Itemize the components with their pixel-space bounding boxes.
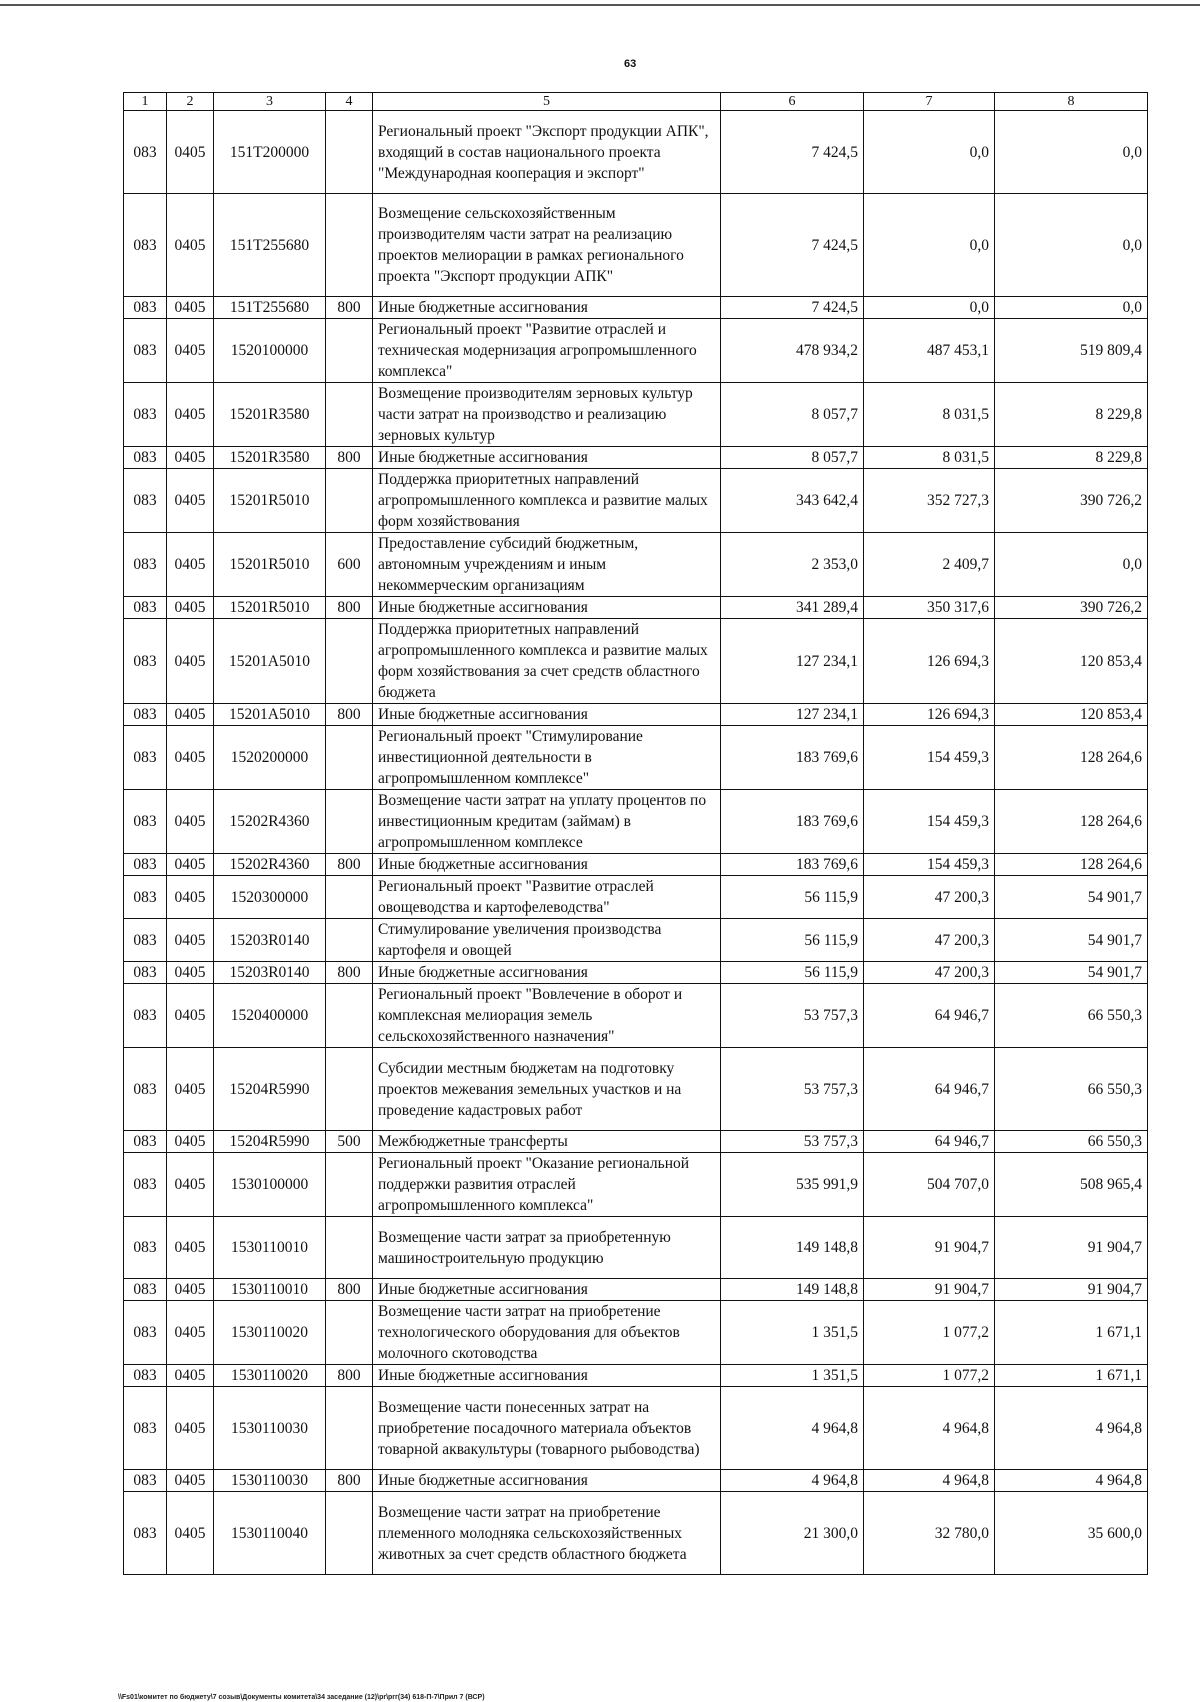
section-code-cell: 0405 [167, 469, 214, 533]
ministry-code-cell: 083 [124, 383, 167, 447]
amount-year1-cell: 341 289,4 [721, 597, 864, 619]
amount-year3-cell: 128 264,6 [995, 854, 1148, 876]
description-cell: Стимулирование увеличения производства картофеля и овощей [373, 919, 721, 962]
table-row [124, 1470, 1148, 1492]
table-row [124, 319, 1148, 383]
section-code-cell: 0405 [167, 1131, 214, 1153]
ministry-code-cell: 083 [124, 1301, 167, 1365]
ministry-code-cell: 083 [124, 1365, 167, 1387]
amount-year2-cell: 4 964,8 [864, 1387, 995, 1470]
amount-year2-cell: 487 453,1 [864, 319, 995, 383]
ministry-code-cell: 083 [124, 1492, 167, 1575]
description-cell: Региональный проект "Экспорт продукции АПК", входящий в состав национального проекта "Международная кооперация и экспорт" [373, 111, 721, 194]
table-row [124, 854, 1148, 876]
amount-year3-cell: 0,0 [995, 297, 1148, 319]
ministry-code-cell: 083 [124, 1470, 167, 1492]
target-article-cell: 151T255680 [214, 194, 326, 297]
expense-type-cell: 800 [326, 704, 373, 726]
amount-year2-cell: 154 459,3 [864, 790, 995, 854]
amount-year2-cell: 47 200,3 [864, 962, 995, 984]
description-cell: Региональный проект "Стимулирование инвестиционной деятельности в агропромышленном комплексе" [373, 726, 721, 790]
amount-year2-cell: 126 694,3 [864, 619, 995, 704]
description-cell: Региональный проект "Оказание региональной поддержки развития отраслей агропромышленного комплекса" [373, 1153, 721, 1217]
target-article-cell: 15201R3580 [214, 383, 326, 447]
section-code-cell: 0405 [167, 1217, 214, 1279]
amount-year1-cell: 7 424,5 [721, 194, 864, 297]
section-code-cell: 0405 [167, 790, 214, 854]
amount-year3-cell: 1 671,1 [995, 1365, 1148, 1387]
target-article-cell: 15201A5010 [214, 704, 326, 726]
expense-type-cell: 800 [326, 597, 373, 619]
amount-year1-cell: 478 934,2 [721, 319, 864, 383]
amount-year1-cell: 56 115,9 [721, 962, 864, 984]
amount-year2-cell: 0,0 [864, 194, 995, 297]
expense-type-cell: 800 [326, 297, 373, 319]
section-code-cell: 0405 [167, 1470, 214, 1492]
table-row [124, 533, 1148, 597]
amount-year1-cell: 56 115,9 [721, 919, 864, 962]
expense-type-cell [326, 984, 373, 1048]
amount-year2-cell: 504 707,0 [864, 1153, 995, 1217]
ministry-code-cell: 083 [124, 194, 167, 297]
ministry-code-cell: 083 [124, 704, 167, 726]
table-row [124, 876, 1148, 919]
table-row [124, 962, 1148, 984]
section-code-cell: 0405 [167, 111, 214, 194]
file-path-footer: \\Fs01\комитет по бюджету\7 созыв\Документы комитета\34 заседание (12)\pr\prг(34) 618-П-7\Прил 7 (ВСР) [118, 1694, 485, 1701]
amount-year2-cell: 8 031,5 [864, 447, 995, 469]
amount-year1-cell: 149 148,8 [721, 1217, 864, 1279]
column-header: 7 [864, 93, 995, 111]
expense-type-cell [326, 194, 373, 297]
expense-type-cell: 600 [326, 533, 373, 597]
expense-type-cell [326, 469, 373, 533]
description-cell: Иные бюджетные ассигнования [373, 297, 721, 319]
target-article-cell: 151T255680 [214, 297, 326, 319]
amount-year3-cell: 4 964,8 [995, 1470, 1148, 1492]
section-code-cell: 0405 [167, 1301, 214, 1365]
description-cell: Иные бюджетные ассигнования [373, 854, 721, 876]
amount-year3-cell: 4 964,8 [995, 1387, 1148, 1470]
description-cell: Иные бюджетные ассигнования [373, 704, 721, 726]
section-code-cell: 0405 [167, 1279, 214, 1301]
table-row [124, 1279, 1148, 1301]
amount-year2-cell: 2 409,7 [864, 533, 995, 597]
ministry-code-cell: 083 [124, 1153, 167, 1217]
target-article-cell: 1530110010 [214, 1217, 326, 1279]
table-row [124, 597, 1148, 619]
amount-year1-cell: 7 424,5 [721, 111, 864, 194]
section-code-cell: 0405 [167, 447, 214, 469]
amount-year2-cell: 154 459,3 [864, 726, 995, 790]
column-header: 8 [995, 93, 1148, 111]
expense-type-cell [326, 319, 373, 383]
amount-year1-cell: 1 351,5 [721, 1301, 864, 1365]
amount-year1-cell: 8 057,7 [721, 383, 864, 447]
ministry-code-cell: 083 [124, 726, 167, 790]
amount-year2-cell: 64 946,7 [864, 1048, 995, 1131]
ministry-code-cell: 083 [124, 469, 167, 533]
expense-type-cell [326, 1153, 373, 1217]
amount-year1-cell: 56 115,9 [721, 876, 864, 919]
table-row [124, 1387, 1148, 1470]
ministry-code-cell: 083 [124, 962, 167, 984]
expense-type-cell [326, 383, 373, 447]
section-code-cell: 0405 [167, 1153, 214, 1217]
amount-year2-cell: 64 946,7 [864, 1131, 995, 1153]
table-row [124, 619, 1148, 704]
amount-year1-cell: 7 424,5 [721, 297, 864, 319]
ministry-code-cell: 083 [124, 919, 167, 962]
column-number-header-row [124, 93, 1148, 111]
section-code-cell: 0405 [167, 1492, 214, 1575]
amount-year3-cell: 1 671,1 [995, 1301, 1148, 1365]
target-article-cell: 1530110040 [214, 1492, 326, 1575]
table-row [124, 1153, 1148, 1217]
amount-year2-cell: 91 904,7 [864, 1217, 995, 1279]
table-row [124, 1131, 1148, 1153]
expense-type-cell [326, 619, 373, 704]
column-header: 2 [167, 93, 214, 111]
amount-year1-cell: 183 769,6 [721, 726, 864, 790]
expense-type-cell: 800 [326, 1470, 373, 1492]
section-code-cell: 0405 [167, 597, 214, 619]
table-row [124, 383, 1148, 447]
expense-type-cell [326, 1492, 373, 1575]
amount-year1-cell: 8 057,7 [721, 447, 864, 469]
expense-type-cell [326, 790, 373, 854]
target-article-cell: 1530110010 [214, 1279, 326, 1301]
amount-year3-cell: 66 550,3 [995, 1048, 1148, 1131]
section-code-cell: 0405 [167, 704, 214, 726]
amount-year2-cell: 1 077,2 [864, 1365, 995, 1387]
target-article-cell: 15201A5010 [214, 619, 326, 704]
description-cell: Возмещение части затрат на приобретение технологического оборудования для объектов молочного скотоводства [373, 1301, 721, 1365]
description-cell: Возмещение части понесенных затрат на приобретение посадочного материала объектов товарной аквакультуры (товарного рыбоводства) [373, 1387, 721, 1470]
description-cell: Предоставление субсидий бюджетным, автономным учреждениям и иным некоммерческим организациям [373, 533, 721, 597]
description-cell: Региональный проект "Вовлечение в оборот и комплексная мелиорация земель сельскохозяйственного назначения" [373, 984, 721, 1048]
description-cell: Иные бюджетные ассигнования [373, 597, 721, 619]
expense-type-cell [326, 1387, 373, 1470]
amount-year2-cell: 64 946,7 [864, 984, 995, 1048]
table-row [124, 1048, 1148, 1131]
expense-type-cell [326, 1217, 373, 1279]
table-row [124, 1365, 1148, 1387]
amount-year3-cell: 8 229,8 [995, 383, 1148, 447]
amount-year3-cell: 91 904,7 [995, 1279, 1148, 1301]
expense-type-cell [326, 111, 373, 194]
amount-year3-cell: 0,0 [995, 533, 1148, 597]
description-cell: Возмещение части затрат на приобретение племенного молодняка сельскохозяйственных животных за счет средств областного бюджета [373, 1492, 721, 1575]
expense-type-cell: 800 [326, 962, 373, 984]
ministry-code-cell: 083 [124, 319, 167, 383]
section-code-cell: 0405 [167, 1365, 214, 1387]
description-cell: Возмещение части затрат за приобретенную машиностроительную продукцию [373, 1217, 721, 1279]
table-row [124, 1217, 1148, 1279]
description-cell: Региональный проект "Развитие отраслей и техническая модернизация агропромышленного комплекса" [373, 319, 721, 383]
table-row [124, 984, 1148, 1048]
description-cell: Региональный проект "Развитие отраслей овощеводства и картофелеводства" [373, 876, 721, 919]
description-cell: Возмещение сельскохозяйственным производителям части затрат на реализацию проектов мелиорации в рамках регионального проекта "Экспорт продукции АПК" [373, 194, 721, 297]
table-row [124, 726, 1148, 790]
target-article-cell: 15202R4360 [214, 790, 326, 854]
ministry-code-cell: 083 [124, 597, 167, 619]
expense-type-cell [326, 1301, 373, 1365]
amount-year1-cell: 53 757,3 [721, 1131, 864, 1153]
amount-year3-cell: 519 809,4 [995, 319, 1148, 383]
table-row [124, 469, 1148, 533]
amount-year3-cell: 0,0 [995, 111, 1148, 194]
section-code-cell: 0405 [167, 919, 214, 962]
amount-year3-cell: 120 853,4 [995, 619, 1148, 704]
amount-year3-cell: 390 726,2 [995, 469, 1148, 533]
amount-year3-cell: 8 229,8 [995, 447, 1148, 469]
expense-type-cell: 800 [326, 1279, 373, 1301]
amount-year3-cell: 128 264,6 [995, 790, 1148, 854]
ministry-code-cell: 083 [124, 1131, 167, 1153]
table-row [124, 790, 1148, 854]
description-cell: Субсидии местным бюджетам на подготовку проектов межевания земельных участков и на проведение кадастровых работ [373, 1048, 721, 1131]
table-row [124, 297, 1148, 319]
amount-year3-cell: 0,0 [995, 194, 1148, 297]
column-header: 5 [373, 93, 721, 111]
description-cell: Иные бюджетные ассигнования [373, 962, 721, 984]
ministry-code-cell: 083 [124, 447, 167, 469]
amount-year1-cell: 127 234,1 [721, 704, 864, 726]
expense-type-cell [326, 1048, 373, 1131]
expense-type-cell [326, 726, 373, 790]
amount-year3-cell: 128 264,6 [995, 726, 1148, 790]
description-cell: Поддержка приоритетных направлений агропромышленного комплекса и развитие малых форм хозяйствования за счет средств областного бюджета [373, 619, 721, 704]
target-article-cell: 15202R4360 [214, 854, 326, 876]
expense-type-cell: 800 [326, 1365, 373, 1387]
amount-year3-cell: 35 600,0 [995, 1492, 1148, 1575]
amount-year2-cell: 91 904,7 [864, 1279, 995, 1301]
table-row [124, 1301, 1148, 1365]
amount-year1-cell: 4 964,8 [721, 1470, 864, 1492]
description-cell: Возмещение части затрат на уплату процентов по инвестиционным кредитам (займам) в агропромышленном комплексе [373, 790, 721, 854]
target-article-cell: 15203R0140 [214, 962, 326, 984]
section-code-cell: 0405 [167, 383, 214, 447]
amount-year1-cell: 183 769,6 [721, 854, 864, 876]
section-code-cell: 0405 [167, 1387, 214, 1470]
target-article-cell: 15201R5010 [214, 597, 326, 619]
amount-year2-cell: 0,0 [864, 297, 995, 319]
ministry-code-cell: 083 [124, 111, 167, 194]
amount-year3-cell: 66 550,3 [995, 984, 1148, 1048]
target-article-cell: 151T200000 [214, 111, 326, 194]
target-article-cell: 1530100000 [214, 1153, 326, 1217]
amount-year1-cell: 183 769,6 [721, 790, 864, 854]
ministry-code-cell: 083 [124, 619, 167, 704]
description-cell: Иные бюджетные ассигнования [373, 1279, 721, 1301]
ministry-code-cell: 083 [124, 876, 167, 919]
amount-year2-cell: 1 077,2 [864, 1301, 995, 1365]
amount-year3-cell: 66 550,3 [995, 1131, 1148, 1153]
description-cell: Межбюджетные трансферты [373, 1131, 721, 1153]
amount-year2-cell: 126 694,3 [864, 704, 995, 726]
ministry-code-cell: 083 [124, 1387, 167, 1470]
section-code-cell: 0405 [167, 876, 214, 919]
table-row [124, 194, 1148, 297]
section-code-cell: 0405 [167, 962, 214, 984]
amount-year2-cell: 350 317,6 [864, 597, 995, 619]
column-header: 1 [124, 93, 167, 111]
description-cell: Иные бюджетные ассигнования [373, 447, 721, 469]
section-code-cell: 0405 [167, 726, 214, 790]
amount-year2-cell: 8 031,5 [864, 383, 995, 447]
amount-year2-cell: 352 727,3 [864, 469, 995, 533]
target-article-cell: 1520100000 [214, 319, 326, 383]
ministry-code-cell: 083 [124, 984, 167, 1048]
target-article-cell: 1520300000 [214, 876, 326, 919]
description-cell: Поддержка приоритетных направлений агропромышленного комплекса и развитие малых форм хозяйствования [373, 469, 721, 533]
amount-year1-cell: 53 757,3 [721, 1048, 864, 1131]
target-article-cell: 1530110020 [214, 1365, 326, 1387]
description-cell: Возмещение производителям зерновых культур части затрат на производство и реализацию зерновых культур [373, 383, 721, 447]
target-article-cell: 15204R5990 [214, 1048, 326, 1131]
expense-type-cell [326, 876, 373, 919]
amount-year1-cell: 21 300,0 [721, 1492, 864, 1575]
target-article-cell: 15201R5010 [214, 469, 326, 533]
section-code-cell: 0405 [167, 854, 214, 876]
description-cell: Иные бюджетные ассигнования [373, 1470, 721, 1492]
description-cell: Иные бюджетные ассигнования [373, 1365, 721, 1387]
section-code-cell: 0405 [167, 619, 214, 704]
amount-year3-cell: 91 904,7 [995, 1217, 1148, 1279]
ministry-code-cell: 083 [124, 1217, 167, 1279]
amount-year3-cell: 120 853,4 [995, 704, 1148, 726]
budget-table [123, 92, 1148, 1575]
target-article-cell: 1530110020 [214, 1301, 326, 1365]
amount-year2-cell: 4 964,8 [864, 1470, 995, 1492]
amount-year2-cell: 47 200,3 [864, 919, 995, 962]
amount-year1-cell: 2 353,0 [721, 533, 864, 597]
amount-year3-cell: 54 901,7 [995, 962, 1148, 984]
target-article-cell: 1520400000 [214, 984, 326, 1048]
table-row [124, 919, 1148, 962]
amount-year3-cell: 54 901,7 [995, 919, 1148, 962]
ministry-code-cell: 083 [124, 854, 167, 876]
top-border-line [0, 4, 1200, 6]
table-row [124, 704, 1148, 726]
target-article-cell: 15204R5990 [214, 1131, 326, 1153]
expense-type-cell: 800 [326, 447, 373, 469]
page-number: 63 [624, 58, 637, 70]
section-code-cell: 0405 [167, 984, 214, 1048]
amount-year2-cell: 47 200,3 [864, 876, 995, 919]
table-row [124, 111, 1148, 194]
target-article-cell: 1520200000 [214, 726, 326, 790]
amount-year3-cell: 54 901,7 [995, 876, 1148, 919]
expense-type-cell: 500 [326, 1131, 373, 1153]
target-article-cell: 15201R3580 [214, 447, 326, 469]
ministry-code-cell: 083 [124, 533, 167, 597]
ministry-code-cell: 083 [124, 1048, 167, 1131]
amount-year1-cell: 343 642,4 [721, 469, 864, 533]
expense-type-cell: 800 [326, 854, 373, 876]
ministry-code-cell: 083 [124, 1279, 167, 1301]
section-code-cell: 0405 [167, 319, 214, 383]
section-code-cell: 0405 [167, 297, 214, 319]
amount-year3-cell: 390 726,2 [995, 597, 1148, 619]
section-code-cell: 0405 [167, 194, 214, 297]
amount-year3-cell: 508 965,4 [995, 1153, 1148, 1217]
expense-type-cell [326, 919, 373, 962]
section-code-cell: 0405 [167, 533, 214, 597]
target-article-cell: 15203R0140 [214, 919, 326, 962]
column-header: 3 [214, 93, 326, 111]
amount-year1-cell: 1 351,5 [721, 1365, 864, 1387]
amount-year1-cell: 127 234,1 [721, 619, 864, 704]
target-article-cell: 15201R5010 [214, 533, 326, 597]
amount-year1-cell: 535 991,9 [721, 1153, 864, 1217]
column-header: 6 [721, 93, 864, 111]
amount-year2-cell: 154 459,3 [864, 854, 995, 876]
ministry-code-cell: 083 [124, 790, 167, 854]
section-code-cell: 0405 [167, 1048, 214, 1131]
amount-year1-cell: 4 964,8 [721, 1387, 864, 1470]
target-article-cell: 1530110030 [214, 1470, 326, 1492]
ministry-code-cell: 083 [124, 297, 167, 319]
table-row [124, 1492, 1148, 1575]
amount-year1-cell: 149 148,8 [721, 1279, 864, 1301]
amount-year2-cell: 0,0 [864, 111, 995, 194]
amount-year1-cell: 53 757,3 [721, 984, 864, 1048]
target-article-cell: 1530110030 [214, 1387, 326, 1470]
column-header: 4 [326, 93, 373, 111]
amount-year2-cell: 32 780,0 [864, 1492, 995, 1575]
table-row [124, 447, 1148, 469]
